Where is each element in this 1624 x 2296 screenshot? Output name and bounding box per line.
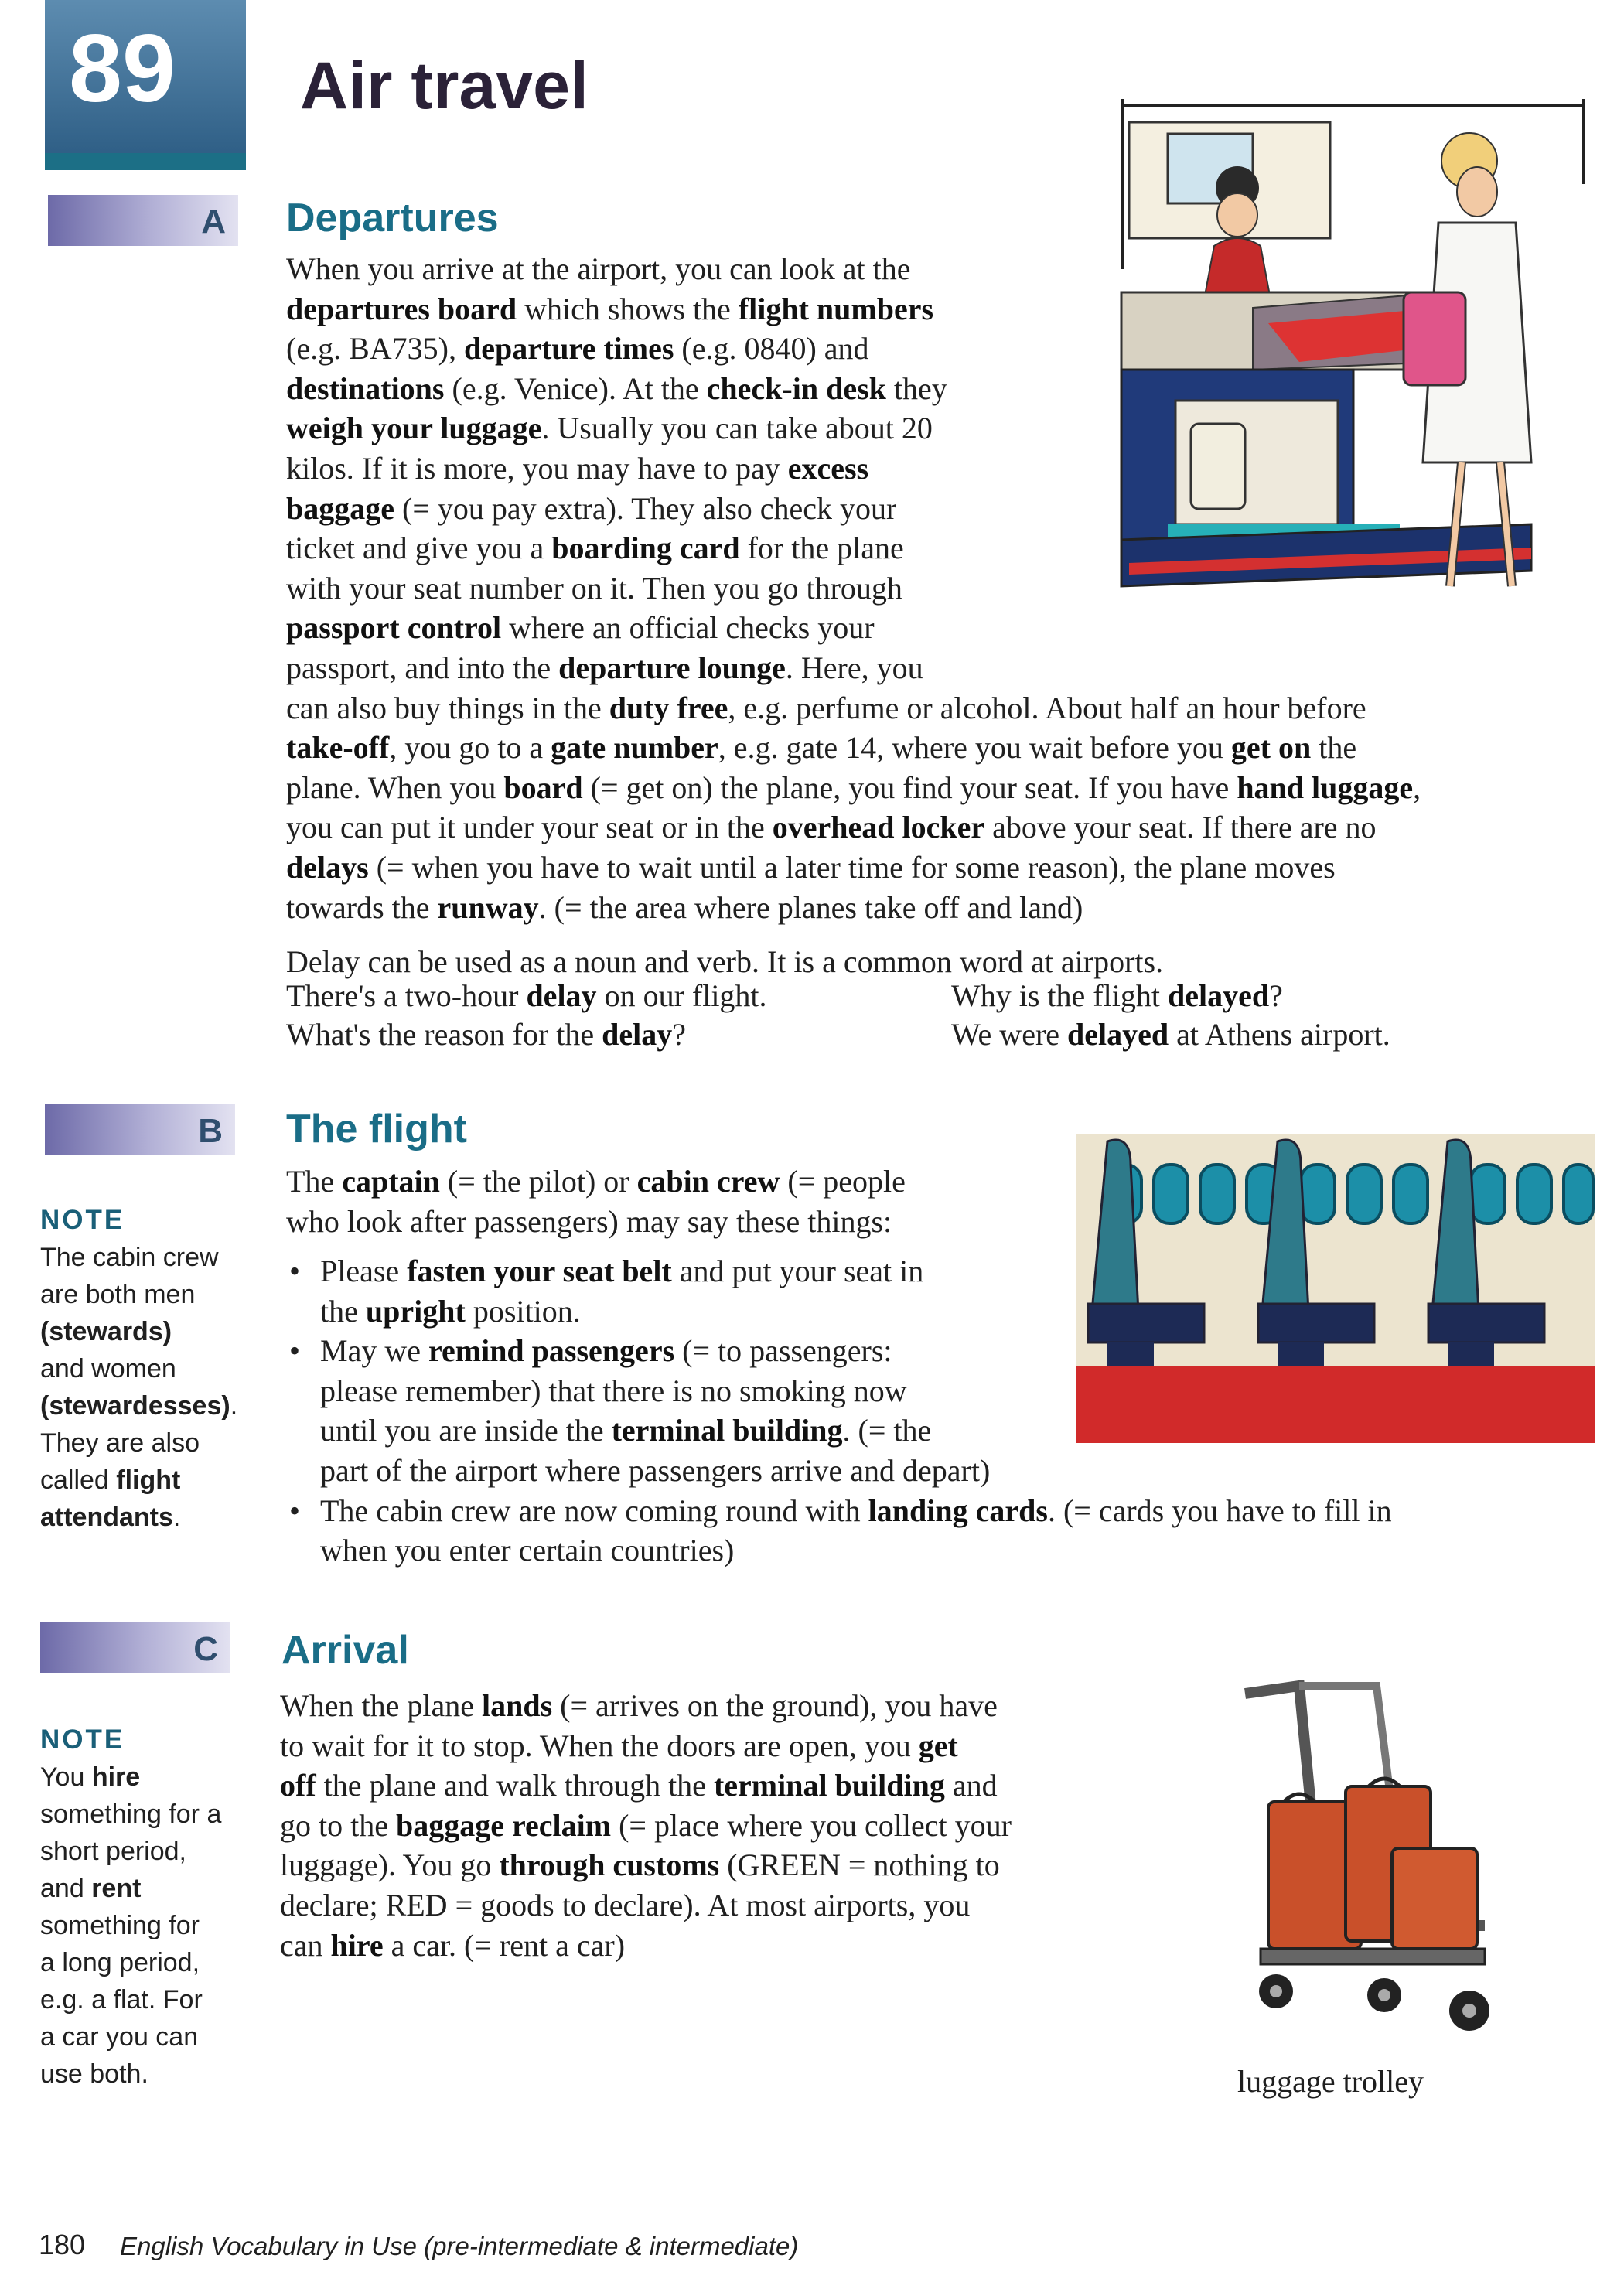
section-c-line: luggage). You go through customs (GREEN = nothing to [280, 1847, 1000, 1883]
delay-example-2: Why is the flight delayed? [951, 978, 1283, 1013]
section-b-note-text [40, 1239, 251, 1536]
section-a-line: ticket and give you a boarding card for the plane [286, 531, 904, 566]
section-c-tab [40, 1622, 230, 1673]
section-a-line: departures board which shows the flight numbers [286, 291, 934, 326]
section-a-line: with your seat number on it. Then you go through [286, 570, 902, 606]
section-c-heading: Arrival [281, 1628, 409, 1673]
page-title: Air travel [300, 49, 589, 123]
bullet-line: until you are inside the terminal building. (= the [320, 1413, 932, 1448]
section-a-line: towards the runway. (= the area where planes take off and land) [286, 889, 1083, 925]
section-c-line: can hire a car. (= rent a car) [280, 1927, 626, 1963]
section-c-note-line: You hire [40, 1762, 141, 1792]
section-b-intro-line: who look after passengers) may say these things: [286, 1203, 892, 1239]
section-c-line: declare; RED = goods to declare). At most airports, you [280, 1887, 971, 1922]
book-title: English Vocabulary in Use (pre-intermediate & intermediate) [120, 2232, 799, 2260]
section-a-line: you can put it under your seat or in the overhead locker above your seat. If there are no [286, 810, 1377, 845]
section-b-heading: The flight [286, 1107, 467, 1151]
bullet-line: May we remind passengers (= to passengers: [320, 1333, 892, 1369]
section-a-heading: Departures [286, 196, 499, 241]
bullet-icon: • [289, 1333, 301, 1369]
cabin-seats-illustration [1076, 1134, 1595, 1443]
section-a-tab [48, 195, 238, 246]
section-b-note-line: and women [40, 1354, 176, 1383]
page-number: 180 [39, 2229, 86, 2260]
luggage-trolley-caption: luggage trolley [1237, 2064, 1424, 2099]
section-c-note-line: a car you can [40, 2022, 199, 2052]
section-c-note-text [40, 1759, 251, 2093]
delay-example-3: What's the reason for the delay? [286, 1017, 687, 1052]
section-a-line: kilos. If it is more, you may have to pay excess [286, 450, 869, 486]
section-a-line: can also buy things in the duty free, e.g. perfume or alcohol. About half an hour before [286, 690, 1366, 725]
section-b-note-line: called flight [40, 1465, 181, 1495]
unit-number: 89 [69, 15, 176, 122]
section-a-line: delays (= when you have to wait until a later time for some reason), the plane moves [286, 849, 1336, 885]
section-c-line: to wait for it to stop. When the doors are open, you get [280, 1728, 958, 1763]
section-b-note-line: are both men [40, 1280, 196, 1309]
section-c-note-label: NOTE [40, 1725, 125, 1755]
bullet-line: the upright position. [320, 1293, 581, 1329]
delay-example-4: We were delayed at Athens airport. [951, 1017, 1390, 1052]
bullet-line: The cabin crew are now coming round with landing cards. (= cards you have to fill in [320, 1493, 1392, 1528]
section-b-letter: B [198, 1112, 223, 1150]
section-b-intro-line: The captain (= the pilot) or cabin crew (= people [286, 1164, 906, 1199]
bullet-line: Please fasten your seat belt and put your seat in [320, 1254, 924, 1288]
delay-example-1: There's a two-hour delay on our flight. [286, 978, 767, 1013]
section-c-note-line: and rent [40, 1874, 142, 1903]
section-c-note-line: e.g. a flat. For [40, 1985, 203, 2015]
check-in-desk-illustration [1098, 91, 1593, 633]
section-c-text [280, 1686, 1012, 1965]
luggage-trolley-illustration [1230, 1670, 1508, 2049]
section-c-note-line: something for [40, 1911, 200, 1940]
bullet-icon: • [289, 1254, 301, 1288]
section-c-note-line: a long period, [40, 1948, 200, 1977]
section-b-note-line: (stewards) [40, 1317, 172, 1346]
section-b-intro [286, 1162, 906, 1241]
section-a-line: take-off, you go to a gate number, e.g. gate 14, where you wait before you get on the [286, 730, 1357, 766]
section-c-line: go to the baggage reclaim (= place where you collect your [280, 1807, 1012, 1843]
section-b-note-line: (stewardesses). [40, 1391, 238, 1421]
section-a-line: plane. When you board (= get on) the plane, you find your seat. If you have hand luggage, [286, 769, 1421, 805]
delay-note: Delay can be used as a noun and verb. It is a common word at airports. [286, 944, 1164, 979]
section-c-line: When the plane lands (= arrives on the ground), you have [280, 1688, 998, 1723]
section-c-line: off the plane and walk through the terminal building and [280, 1768, 998, 1803]
bullet-icon: • [289, 1493, 301, 1528]
bullet-line: part of the airport where passengers arrive and depart) [320, 1452, 991, 1488]
section-a-line: passport, and into the departure lounge. Here, you [286, 650, 923, 685]
section-c-note-line: something for a [40, 1800, 222, 1829]
bullet-line: please remember) that there is no smoking now [320, 1373, 907, 1408]
section-a-line: destinations (e.g. Venice). At the check-in desk they [286, 370, 947, 406]
section-c-note-line: short period, [40, 1837, 186, 1866]
section-a-line: baggage (= you pay extra). They also check your [286, 490, 897, 526]
section-b-note-line: The cabin crew [40, 1243, 219, 1272]
section-b-note-label: NOTE [40, 1205, 125, 1235]
section-a-line: (e.g. BA735), departure times (e.g. 0840) and [286, 331, 869, 367]
section-a-letter: A [201, 203, 226, 241]
section-b-tab [45, 1104, 235, 1155]
section-c-note-line: use both. [40, 2059, 148, 2089]
bullet-item [286, 1491, 1392, 1571]
section-b-note-line: They are also [40, 1428, 200, 1458]
section-c-note [40, 1721, 251, 2093]
section-b-note-line: attendants. [40, 1503, 181, 1532]
section-b-note [40, 1202, 251, 1536]
section-a-line: passport control where an official checks your [286, 610, 875, 646]
bullet-line: when you enter certain countries) [320, 1533, 735, 1568]
section-a-line: weigh your luggage. Usually you can take about 20 [286, 411, 933, 446]
section-a-line: When you arrive at the airport, you can look at the [286, 251, 911, 286]
section-c-letter: C [193, 1630, 218, 1668]
